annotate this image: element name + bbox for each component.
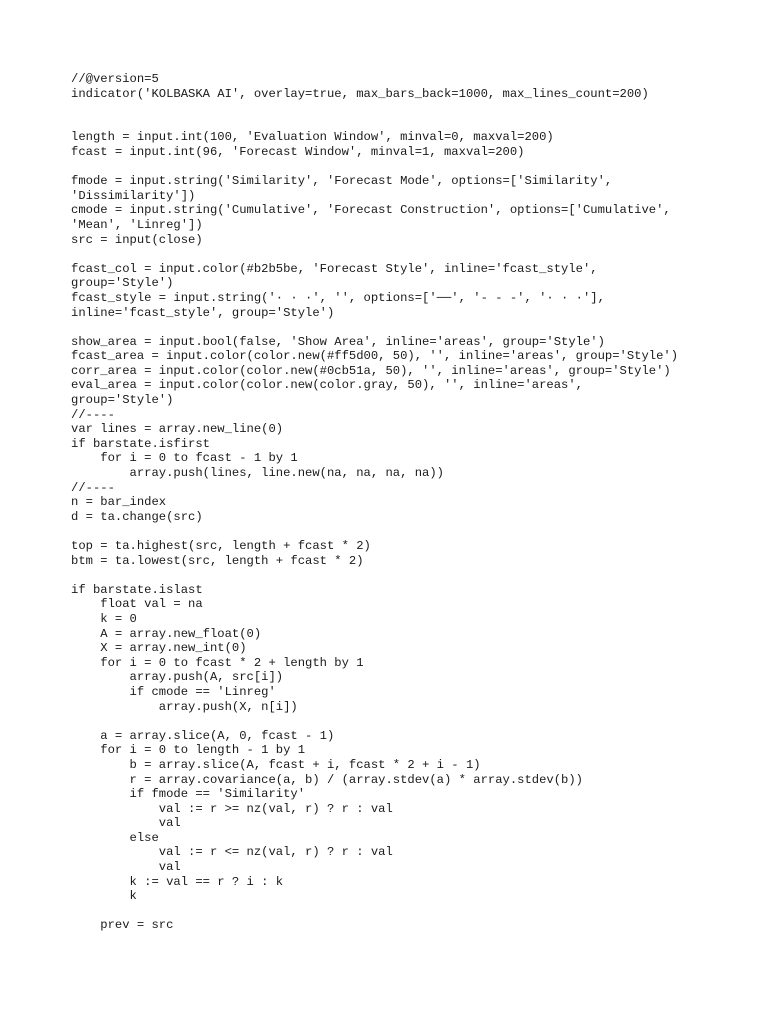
code-line: eval_area = input.color(color.new(color.gray, 50), '', inline='areas',: [71, 378, 583, 393]
code-line: fcast_style = input.string('· · ·', '', options=['──', '- - -', '· · ·'],: [71, 290, 605, 305]
code-line: [71, 524, 751, 539]
code-line: b = array.slice(A, fcast + i, fcast * 2 + i - 1): [71, 757, 481, 772]
code-line: if barstate.isfirst: [71, 436, 210, 451]
code-line: indicator('KOLBASKA AI', overlay=true, max_bars_back=1000, max_lines_count=200): [71, 86, 649, 101]
code-line: [71, 160, 751, 175]
code-line: var lines = array.new_line(0): [71, 422, 284, 437]
code-line: if fmode == 'Similarity': [71, 787, 306, 802]
code-line: top = ta.highest(src, length + fcast * 2): [71, 539, 371, 553]
code-line: val: [71, 860, 181, 875]
code-line: k = 0: [71, 611, 137, 626]
code-line: array.push(A, src[i]): [71, 670, 284, 685]
code-line: 'Dissimilarity']): [71, 188, 196, 203]
code-line: //----: [71, 480, 115, 495]
code-line: [71, 904, 751, 919]
code-line: val := r <= nz(val, r) ? r : val: [71, 845, 393, 860]
code-line: show_area = input.bool(false, 'Show Area', inline='areas', group='Style'): [71, 334, 605, 349]
code-line: //@version=5: [71, 72, 159, 86]
code-line: [71, 568, 751, 583]
code-line: k := val == r ? i : k: [71, 874, 284, 889]
code-line: prev = src: [71, 918, 174, 933]
code-line: [71, 714, 751, 729]
code-line: k: [71, 889, 137, 904]
code-line: X = array.new_int(0): [71, 641, 247, 656]
code-line: float val = na: [71, 597, 203, 612]
code-line: n = bar_index: [71, 495, 167, 510]
code-line: group='Style'): [71, 393, 174, 408]
code-block: [71, 72, 751, 933]
code-line: for i = 0 to fcast - 1 by 1: [71, 451, 298, 466]
code-line: array.push(lines, line.new(na, na, na, na)): [71, 466, 444, 481]
code-line: r = array.covariance(a, b) / (array.stdev(a) * array.stdev(b)): [71, 772, 583, 787]
code-line: d = ta.change(src): [71, 509, 203, 524]
code-line: [71, 116, 751, 131]
code-line: fcast = input.int(96, 'Forecast Window', minval=1, maxval=200): [71, 144, 525, 159]
code-line: [71, 320, 751, 335]
code-line: if barstate.islast: [71, 582, 203, 597]
code-line: for i = 0 to length - 1 by 1: [71, 743, 306, 758]
code-line: 'Mean', 'Linreg']): [71, 217, 203, 232]
code-line: fcast_col = input.color(#b2b5be, 'Forecast Style', inline='fcast_style',: [71, 261, 598, 276]
code-line: val := r >= nz(val, r) ? r : val: [71, 801, 393, 816]
code-line: val: [71, 816, 181, 831]
code-line: btm = ta.lowest(src, length + fcast * 2): [71, 553, 364, 568]
code-line: fcast_area = input.color(color.new(#ff5d00, 50), '', inline='areas', group='Style'): [71, 349, 679, 364]
code-line: group='Style'): [71, 276, 174, 291]
code-line: else: [71, 830, 159, 845]
code-line: A = array.new_float(0): [71, 626, 262, 641]
code-line: corr_area = input.color(color.new(#0cb51a, 50), '', inline='areas', group='Style'): [71, 363, 671, 378]
code-line: inline='fcast_style', group='Style'): [71, 305, 335, 320]
code-line: fmode = input.string('Similarity', 'Forecast Mode', options=['Similarity',: [71, 174, 613, 189]
code-line: [71, 101, 751, 116]
code-line: a = array.slice(A, 0, fcast - 1): [71, 728, 335, 743]
code-line: if cmode == 'Linreg': [71, 684, 276, 699]
code-line: //----: [71, 407, 115, 422]
code-line: cmode = input.string('Cumulative', 'Forecast Construction', options=['Cumulative',: [71, 203, 671, 218]
code-line: src = input(close): [71, 232, 203, 247]
code-line: for i = 0 to fcast * 2 + length by 1: [71, 655, 364, 670]
code-line: array.push(X, n[i]): [71, 699, 298, 714]
code-line: [71, 247, 751, 262]
code-line: length = input.int(100, 'Evaluation Window', minval=0, maxval=200): [71, 130, 554, 145]
